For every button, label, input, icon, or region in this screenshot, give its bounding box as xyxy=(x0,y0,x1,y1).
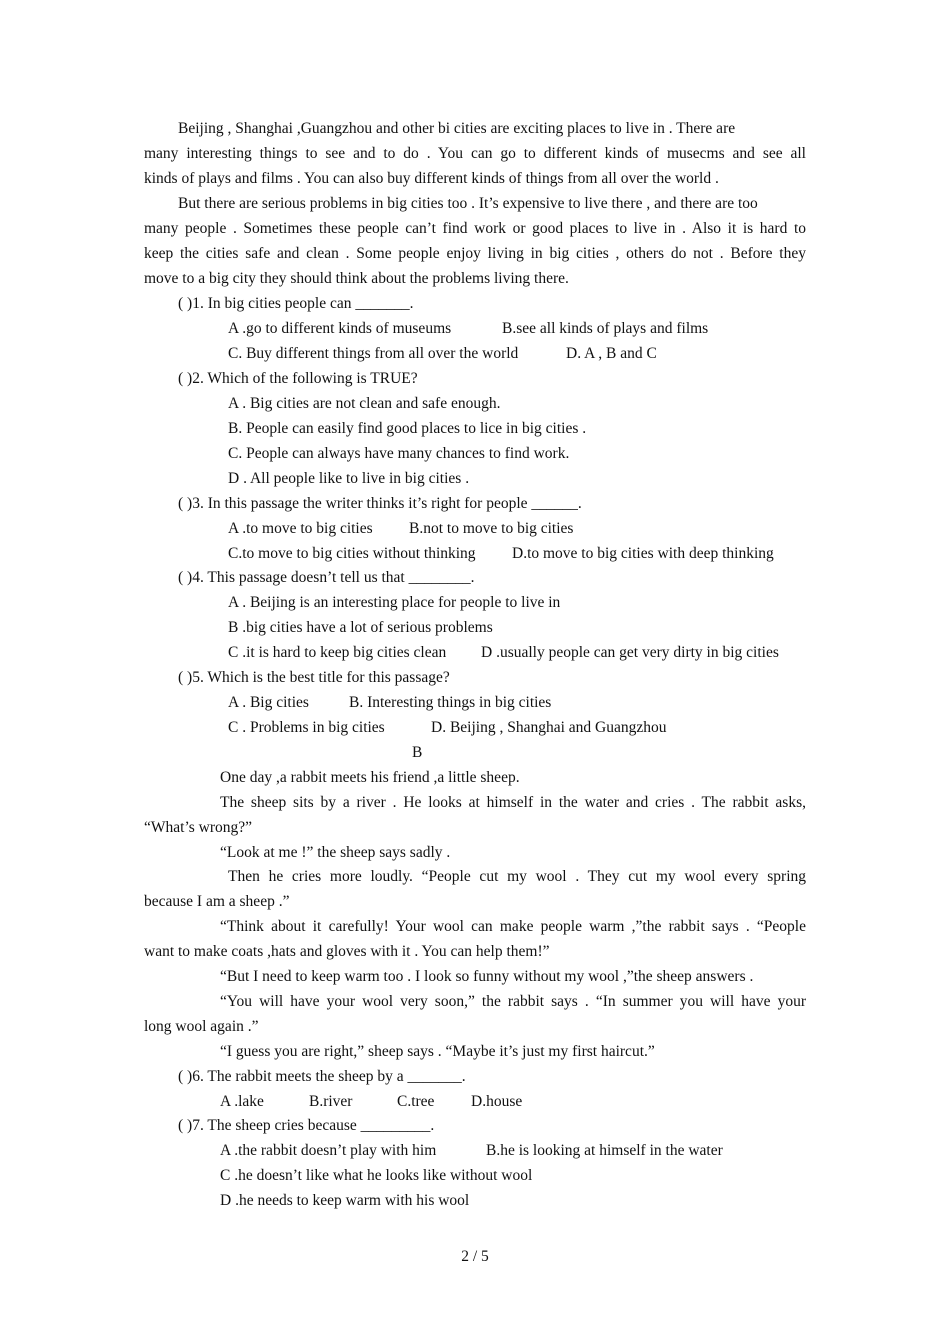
question-3-option-a: A .to move to big cities xyxy=(228,520,373,537)
question-7-stem: ( )7. The sheep cries because _________. xyxy=(178,1117,435,1134)
question-2-option-c: C. People can always have many chances to find work. xyxy=(228,445,570,462)
passage-a-p2-line-1: But there are serious problems in big cities too . It’s expensive to live there , and there are too xyxy=(178,195,758,212)
story-line-8: want to make coats ,hats and gloves with it . You can help them!” xyxy=(144,943,550,960)
story-line-12: “I guess you are right,” sheep says . “Maybe it’s just my first haircut.” xyxy=(220,1043,655,1060)
question-3-stem: ( )3. In this passage the writer thinks it’s right for people ______. xyxy=(178,495,582,512)
question-5-option-b: B. Interesting things in big cities xyxy=(349,694,552,711)
story-line-9: “But I need to keep warm too . I look so funny without my wool ,”the sheep answers . xyxy=(220,968,754,985)
question-1-option-d: D. A , B and C xyxy=(566,345,657,362)
question-1-option-c: C. Buy different things from all over the world xyxy=(228,345,519,362)
section-b-heading: B xyxy=(412,744,423,761)
question-5-option-d: D. Beijing , Shanghai and Guangzhou xyxy=(431,719,667,736)
question-4-option-c: C .it is hard to keep big cities clean xyxy=(228,644,447,661)
question-6-option-a: A .lake xyxy=(220,1093,264,1110)
question-4-option-a: A . Beijing is an interesting place for people to live in xyxy=(228,594,561,611)
question-2-option-b: B. People can easily find good places to lice in big cities . xyxy=(228,420,587,437)
question-5-option-a: A . Big cities xyxy=(228,694,309,711)
passage-a-p2-line-2: many people . Sometimes these people can’t find work or good places to live in . Also it is hard to xyxy=(144,220,806,237)
passage-a-p1-line-2: many interesting things to see and to do . You can go to different kinds of musecms and see all xyxy=(144,145,806,162)
question-2-option-a: A . Big cities are not clean and safe enough. xyxy=(228,395,501,412)
question-6-option-b: B.river xyxy=(309,1093,353,1110)
story-line-2: The sheep sits by a river . He looks at himself in the water and cries . The rabbit asks, xyxy=(220,794,806,811)
question-7-option-d: D .he needs to keep warm with his wool xyxy=(220,1192,470,1209)
question-4-stem: ( )4. This passage doesn’t tell us that ________. xyxy=(178,569,475,586)
story-line-10: “You will have your wool very soon,” the rabbit says . “In summer you will have your xyxy=(220,993,806,1010)
question-7-option-c: C .he doesn’t like what he looks like without wool xyxy=(220,1167,533,1184)
question-6-option-d: D.house xyxy=(471,1093,523,1110)
story-line-4: “Look at me !” the sheep says sadly . xyxy=(220,844,451,861)
question-1-option-a: A .go to different kinds of museums xyxy=(228,320,452,337)
question-2-option-d: D . All people like to live in big cities . xyxy=(228,470,470,487)
story-line-5: Then he cries more loudly. “People cut my wool . They cut my wool every spring xyxy=(228,868,806,885)
question-1-stem: ( )1. In big cities people can _______. xyxy=(178,295,414,312)
story-line-3: “What’s wrong?” xyxy=(144,819,253,836)
story-line-11: long wool again .” xyxy=(144,1018,259,1035)
question-3-option-b: B.not to move to big cities xyxy=(409,520,574,537)
question-3-option-c: C.to move to big cities without thinking xyxy=(228,545,476,562)
passage-a-p2-line-4: move to a big city they should think about the problems living there. xyxy=(144,270,569,287)
question-6-option-c: C.tree xyxy=(397,1093,435,1110)
page-number: 2 / 5 xyxy=(461,1248,489,1265)
passage-a-p1-line-3: kinds of plays and films . You can also buy different kinds of things from all over the world . xyxy=(144,170,719,187)
story-line-7: “Think about it carefully! Your wool can make people warm ,”the rabbit says . “People xyxy=(220,918,806,935)
question-7-option-a: A .the rabbit doesn’t play with him xyxy=(220,1142,437,1159)
question-6-stem: ( )6. The rabbit meets the sheep by a _______. xyxy=(178,1068,466,1085)
question-7-option-b: B.he is looking at himself in the water xyxy=(486,1142,723,1159)
question-2-stem: ( )2. Which of the following is TRUE? xyxy=(178,370,418,387)
passage-a-p2-line-3: keep the cities safe and clean . Some people enjoy living in big cities , others do not . Before they xyxy=(144,245,806,262)
question-4-option-d: D .usually people can get very dirty in big cities xyxy=(481,644,779,661)
question-3-option-d: D.to move to big cities with deep thinking xyxy=(512,545,774,562)
story-line-1: One day ,a rabbit meets his friend ,a little sheep. xyxy=(220,769,520,786)
question-5-stem: ( )5. Which is the best title for this passage? xyxy=(178,669,450,686)
passage-a-p1-line-1: Beijing , Shanghai ,Guangzhou and other bi cities are exciting places to live in . There are xyxy=(178,120,736,137)
question-1-option-b: B.see all kinds of plays and films xyxy=(502,320,709,337)
question-4-option-b: B .big cities have a lot of serious problems xyxy=(228,619,493,636)
story-line-6: because I am a sheep .” xyxy=(144,893,290,910)
question-5-option-c: C . Problems in big cities xyxy=(228,719,385,736)
